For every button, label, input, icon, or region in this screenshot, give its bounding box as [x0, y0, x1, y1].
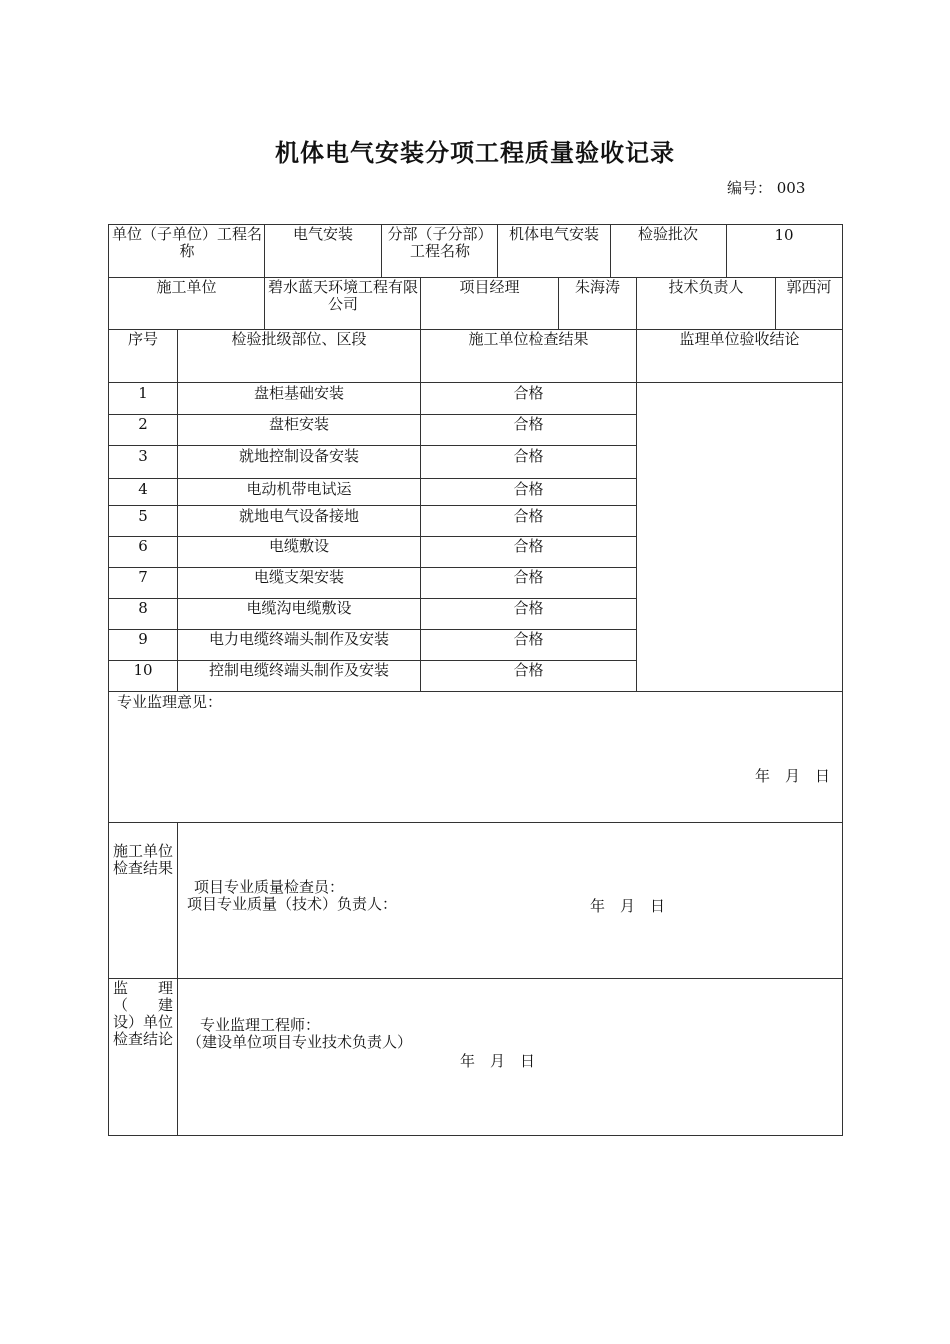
- project-manager-value: 朱海涛: [574, 278, 620, 296]
- table-rule: [264, 277, 265, 329]
- quality-inspector-label: 项目专业质量检查员：: [194, 878, 345, 896]
- table-rule: [420, 329, 421, 692]
- row-result: 合格: [513, 447, 544, 465]
- row-number: 7: [138, 568, 148, 586]
- supervisor-conclusion-date: 年 月 日: [460, 1052, 536, 1070]
- column-header-seq: 序号: [127, 330, 158, 348]
- contractor-check-label: 施工单位检查结果: [113, 842, 174, 877]
- row-result: 合格: [513, 661, 544, 679]
- table-rule: [108, 598, 637, 599]
- row-part: 电缆敷设: [268, 537, 329, 555]
- table-rule: [726, 224, 727, 277]
- table-rule: [636, 277, 637, 329]
- table-rule: [108, 478, 637, 479]
- owner-representative-label: （建设单位项目专业技术负责人）: [187, 1033, 413, 1051]
- batch-value: 10: [774, 226, 794, 244]
- table-rule: [177, 329, 178, 692]
- table-rule: [108, 414, 637, 415]
- row-part: 电动机带电试运: [246, 480, 352, 498]
- column-header-conclusion: 监理单位验收结论: [679, 330, 800, 348]
- table-rule: [497, 224, 498, 277]
- supervisor-conclusion-label: 监 理（ 建设）单位检查结论: [113, 979, 174, 1048]
- row-result: 合格: [513, 599, 544, 617]
- document-title: 机体电气安装分项工程质量验收记录: [275, 139, 675, 167]
- table-rule: [264, 224, 265, 277]
- row-part: 就地电气设备接地: [238, 507, 359, 525]
- table-rule: [775, 277, 776, 329]
- row-result: 合格: [513, 630, 544, 648]
- table-rule: [108, 445, 637, 446]
- row-part: 控制电缆终端头制作及安装: [208, 661, 389, 679]
- contractor-value: 碧水蓝天环境工程有限公司: [268, 278, 419, 313]
- batch-label: 检验批次: [637, 225, 698, 243]
- table-rule: [108, 536, 637, 537]
- table-rule: [108, 567, 637, 568]
- table-rule: [108, 822, 843, 823]
- sub-project-value: 机体电气安装: [508, 225, 599, 243]
- sub-project-label: 分部（子分部）工程名称: [387, 225, 493, 260]
- table-border-bottom: [108, 1135, 843, 1136]
- tech-lead-value: 郭西河: [786, 278, 832, 296]
- row-result: 合格: [513, 537, 544, 555]
- unit-project-label: 单位（子单位）工程名称: [112, 225, 263, 260]
- column-header-check: 施工单位检查结果: [468, 330, 589, 348]
- contractor-check-date: 年 月 日: [590, 897, 666, 915]
- row-result: 合格: [513, 507, 544, 525]
- row-part: 电缆沟电缆敷设: [246, 599, 352, 617]
- table-border-right: [842, 224, 843, 1136]
- unit-project-value: 电气安装: [292, 225, 353, 243]
- table-rule: [177, 822, 178, 1135]
- row-part: 盘柜基础安装: [253, 384, 344, 402]
- table-rule: [610, 224, 611, 277]
- document-number: 编号： 003: [727, 179, 806, 197]
- quality-responsible-label: 项目专业质量（技术）负责人：: [187, 895, 398, 913]
- supervisor-opinion-date: 年 月 日: [755, 767, 831, 785]
- row-number: 3: [138, 447, 148, 465]
- table-rule: [108, 691, 843, 692]
- tech-lead-label: 技术负责人: [668, 278, 744, 296]
- supervising-engineer-label: 专业监理工程师：: [200, 1016, 321, 1034]
- table-rule: [420, 277, 421, 329]
- table-rule: [636, 329, 637, 692]
- row-part: 盘柜安装: [268, 415, 329, 433]
- table-border-left: [108, 224, 109, 1136]
- row-number: 8: [138, 599, 148, 617]
- row-number: 6: [138, 537, 148, 555]
- row-number: 5: [138, 507, 148, 525]
- table-rule: [108, 382, 843, 383]
- row-number: 4: [138, 480, 148, 498]
- row-number: 9: [138, 630, 148, 648]
- row-number: 10: [133, 661, 153, 679]
- table-rule: [108, 978, 843, 979]
- row-part: 就地控制设备安装: [238, 447, 359, 465]
- row-result: 合格: [513, 415, 544, 433]
- row-number: 2: [138, 415, 148, 433]
- table-rule: [381, 224, 382, 277]
- row-result: 合格: [513, 384, 544, 402]
- table-rule: [558, 277, 559, 329]
- table-rule: [108, 505, 637, 506]
- row-part: 电力电缆终端头制作及安装: [208, 630, 389, 648]
- supervisor-opinion-label: 专业监理意见：: [117, 693, 223, 711]
- column-header-part: 检验批级部位、区段: [231, 330, 367, 348]
- row-number: 1: [138, 384, 148, 402]
- project-manager-label: 项目经理: [459, 278, 520, 296]
- contractor-label: 施工单位: [156, 278, 217, 296]
- row-result: 合格: [513, 480, 544, 498]
- row-part: 电缆支架安装: [253, 568, 344, 586]
- row-result: 合格: [513, 568, 544, 586]
